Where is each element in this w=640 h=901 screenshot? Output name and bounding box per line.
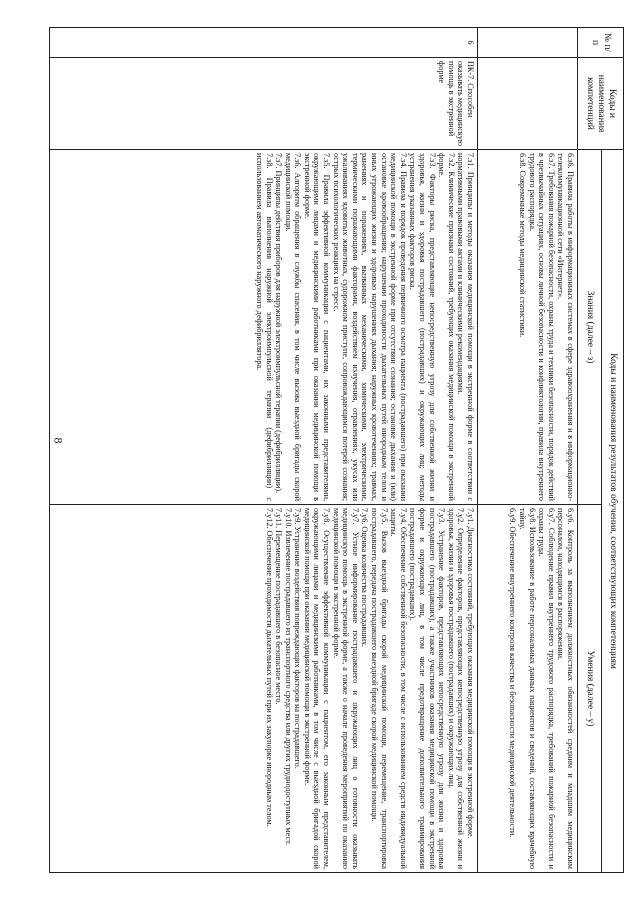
- list-item: 6.у7. Соблюдение правил внутреннего трудового распорядка, требований пожарной безопасности и охраны труда.: [537, 508, 556, 869]
- list-item: 7.у1. Диагностика состояний, требующих оказания медицинской помощи в экстренной форме.: [466, 508, 475, 839]
- list-item: 7.у5. Вызов выездной бригады скорой медицинской помощи, перемещение, транспортировка пострадавшего, передача пострадавшего выездной бригаде скорой медицинской помощи.: [370, 508, 389, 869]
- list-item: 7.у3. Устранение факторов, представляющих непосредственную угрозу для жизни и здоровья пострадавшего (пострадавших), а также участников оказания медицинской помощи в экстренной форме и окружающих лиц, в том числе предотвращение дополнительного травмирования пострадавшего (пострадавших).: [408, 508, 447, 869]
- table-row: [478, 28, 578, 873]
- cell-skills: [50, 505, 478, 873]
- list-item: 7.з8. Правила выполнения наружной электроимпульсной терапии (дефибрилляции) с использованием автоматического наружного дефибриллятора.: [254, 153, 274, 501]
- header-num: № п/п: [578, 28, 624, 58]
- cell-num: 6: [50, 28, 478, 58]
- list-item: 7.з6. Алгоритм обращения в службы спасения, в том числе вызова выездной бригады скорой медицинской помощи.: [283, 153, 303, 501]
- list-item: 7.у6. Оценка количества пострадавших.: [360, 508, 370, 648]
- cell-skills: [478, 505, 578, 873]
- list-item: 7.з4. Правила и порядок проведения первичного осмотра пациента (пострадавшего) при оказании медицинской помощи в экстренной форме при отсутствии сознания; остановке дыхания и (или) остановке кровообращения; нарушении проходимости дыхательных путей инородным телом и иных угрожающих жизни и здоровью нарушениях дыхания; наружных кровотечениях; травмах, ранениях и поражениях, вызванных механическими, химическими, электрическими, термическими поражающими факторами, воздействием излучения, отравлениях, укусах или ужаливаниях ядовитых животных, судорожном приступе, сопровождающимся потерей сознания; острых психологических реакциях на стресс.: [331, 153, 408, 501]
- cell-knowledge: [478, 150, 578, 505]
- list-item: 6.у6. Контроль за выполнением должностных обязанностей средним и младшим медицинским персоналом, находящимся в распоряжении.: [556, 508, 575, 869]
- table-row: [50, 28, 478, 873]
- header-code: Коды и наименования компетенций: [578, 58, 624, 150]
- table-subheader-row: [578, 28, 602, 873]
- list-item: 7.у4. Обеспечение собственной безопасности, в том числе с использованием средств индивидуальной защиты.: [389, 508, 408, 869]
- list-item: 7.у9. Устранение воздействия повреждающих факторов на пострадавшего.: [293, 508, 303, 769]
- list-item: 7.у11. Перемещение пострадавшего в безопасное место.: [274, 508, 284, 705]
- list-item: 7.з7. Принципы действия приборов для наружной электроимпульсной терапии (дефибрилляции).: [274, 153, 284, 493]
- list-item: 7.у10. Извлечение пострадавшего из транспортного средства или других труднодоступных мест.: [283, 508, 293, 846]
- list-item: 7.у7. Устное информирование пострадавшего и окружающих лиц о готовности оказывать медицинскую помощь в экстренной форме, а также о начале проведения мероприятий по оказанию медицинской помощи в экстренной форме.: [331, 508, 360, 869]
- list-item: 6.з6. Правила работы в информационных системах в сфере здравоохранения и в информационно-телекоммуникационной сети «Интернет».: [556, 153, 575, 501]
- list-item: 7.з5. Правила эффективной коммуникации с пациентами, их законными представителями, окружающими лицами и медицинскими работниками при оказании медицинской помощи в экстренной форме.: [302, 153, 332, 501]
- list-item: 7.у8. Осуществление эффективной коммуникации с пациентом, его законным представителем, окружающими лицами и медицинскими работниками, в том числе с выездной бригадой скорой медицинской помощи при оказании медицинской помощи в экстренной форме.: [302, 508, 332, 869]
- rotated-table-container: [49, 27, 624, 872]
- cell-num: [478, 28, 578, 58]
- competency-table: [49, 27, 624, 873]
- cell-code: ПК-7. Способен оказывать медицинскую помощь в экстренной форме: [50, 58, 478, 150]
- cell-code: [478, 58, 578, 150]
- list-item: 7.у2. Определение факторов, представляющих непосредственную угрозу для собственной жизни и здоровья, жизни и здоровья пострадавшего (пострадавших) и окружающих лиц.: [446, 508, 466, 869]
- cell-knowledge: [50, 150, 478, 505]
- list-item: 6.з7. Требования пожарной безопасности, охраны труда и техники безопасности, порядок действий в чрезвычайных ситуациях, основы личной безопасности и конфликтологии, правила внутреннего трудового распорядка.: [527, 153, 556, 501]
- header-skills: Умения (далее – у): [578, 505, 602, 873]
- list-item: 7.у12. Обеспечение проходимости дыхательных путей при их закупорке инородным телом.: [264, 508, 274, 827]
- header-knowledge: Знания (далее – з): [578, 150, 602, 505]
- list-item: 7.з2. Клинические признаки состояний, требующих оказания медицинской помощи в экстренной форме.: [437, 153, 456, 501]
- list-item: 7.з3. Факторы риска, представляющие непосредственную угрозу для собственной жизни и здоровья, жизни и здоровья пострадавшего (пострадавших) и окружающих лиц; методы устранения указанных факторов риска.: [408, 153, 437, 501]
- page-number: 8: [51, 437, 66, 444]
- list-item: 6.з8. Современные методы медицинской статистики.: [518, 153, 528, 338]
- list-item: 6.у9. Обеспечение внутреннего контроля качества и безопасности медицинской деятельности.: [508, 508, 518, 838]
- header-results: Коды и наименования результатов обучения, соответствующих компетенциям: [602, 150, 624, 873]
- table-header-row: [602, 28, 624, 873]
- list-item: 7.з1. Принципы и методы оказания медицинской помощи в экстренной форме в соответствии с нормативными правовыми актами и клиническими рекомендациями.: [456, 153, 475, 501]
- list-item: 6.у8. Использование в работе персональных данных пациентов и сведений, составляющих врачебную тайну.: [518, 508, 537, 869]
